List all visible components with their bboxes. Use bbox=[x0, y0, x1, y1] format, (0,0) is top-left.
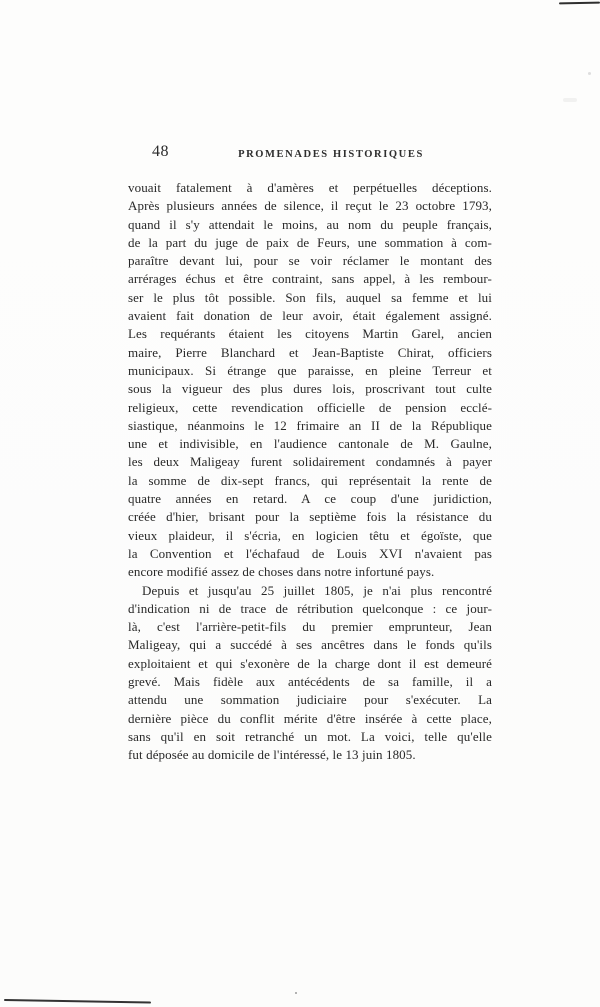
text-line: religieux, cette revendication officielle de pension ecclé- bbox=[128, 399, 492, 415]
text-block bbox=[128, 179, 492, 765]
text-line: Depuis et jusqu'au 25 juillet 1805, je n'ai plus rencontré bbox=[142, 582, 492, 598]
text-line: créée d'hier, brisant pour la septième fois la résistance du bbox=[128, 509, 492, 525]
text-line: la Convention et l'échafaud de Louis XVI n'avaient pas bbox=[128, 545, 492, 561]
text-line: les deux Maligeay furent solidairement condamnés à payer bbox=[128, 454, 492, 470]
running-header-title: PROMENADES HISTORIQUES bbox=[238, 149, 424, 160]
text-line: ser le plus tôt possible. Son fils, auquel sa femme et lui bbox=[128, 289, 492, 305]
text-line: quand il s'y attendait le moins, au nom du peuple français, bbox=[128, 216, 492, 232]
text-line: municipaux. Si étrange que paraisse, en pleine Terreur et bbox=[128, 362, 492, 378]
text-line: attendu une sommation judiciaire pour s'exécuter. La bbox=[128, 692, 492, 708]
text-line: sans qu'il en soit retranché un mot. La voici, telle qu'elle bbox=[128, 728, 492, 744]
text-line: fut déposée au domicile de l'intéressé, le 13 juin 1805. bbox=[128, 747, 416, 763]
scan-artifact-bottom-left-line bbox=[4, 999, 151, 1004]
text-line: dernière pièce du conflit mérite d'être insérée à cette place, bbox=[128, 710, 492, 726]
text-line: siastique, néanmoins le 12 frimaire an II de la République bbox=[128, 417, 492, 433]
text-line: avaient fait donation de leur avoir, était également assigné. bbox=[128, 308, 492, 324]
text-line: grevé. Mais fidèle aux antécédents de sa famille, il a bbox=[128, 674, 492, 690]
text-line: là, c'est l'arrière-petit-fils du premier emprunteur, Jean bbox=[128, 619, 492, 635]
text-line: maire, Pierre Blanchard et Jean-Baptiste Chirat, officiers bbox=[128, 344, 492, 360]
text-line: de la part du juge de paix de Feurs, une sommation à com- bbox=[128, 234, 492, 250]
text-line: vouait fatalement à d'amères et perpétuelles déceptions. bbox=[128, 180, 492, 195]
text-line: sous la vigueur des plus dures lois, proscrivant tout culte bbox=[128, 381, 492, 397]
scan-artifact-smudge bbox=[563, 98, 577, 102]
text-line: la somme de dix-sept francs, qui représentait la rente de bbox=[128, 472, 492, 488]
text-line: Les requérants étaient les citoyens Martin Garel, ancien bbox=[128, 326, 492, 342]
text-line: quatre années en retard. A ce coup d'une juridiction, bbox=[128, 491, 492, 507]
text-line: Après plusieurs années de silence, il reçut le 23 octobre 1793, bbox=[128, 198, 492, 214]
text-line: encore modifié assez de choses dans notre infortuné pays. bbox=[128, 564, 435, 580]
scan-artifact-speck bbox=[588, 72, 591, 75]
text-line: arrérages échus et être contraint, sans appel, à les rembour- bbox=[128, 271, 492, 287]
page-number: 48 bbox=[152, 143, 169, 160]
scan-artifact-speck bbox=[295, 992, 297, 994]
text-line: une et indivisible, en l'audience cantonale de M. Gaulne, bbox=[128, 436, 492, 452]
text-line: d'indication ni de trace de rétribution quelconque : ce jour- bbox=[128, 600, 492, 616]
scan-artifact-top-right-line bbox=[559, 2, 600, 5]
text-line: vieux plaideur, il s'écria, en logicien têtu et égoïste, que bbox=[128, 527, 492, 543]
text-line: Maligeay, qui a succédé à ses ancêtres dans le fonds qu'ils bbox=[128, 637, 492, 653]
text-line: exploitaient et qui s'exonère de la charge dont il est demeuré bbox=[128, 655, 492, 671]
text-line: paraître devant lui, pour se voir réclamer le montant des bbox=[128, 253, 492, 269]
